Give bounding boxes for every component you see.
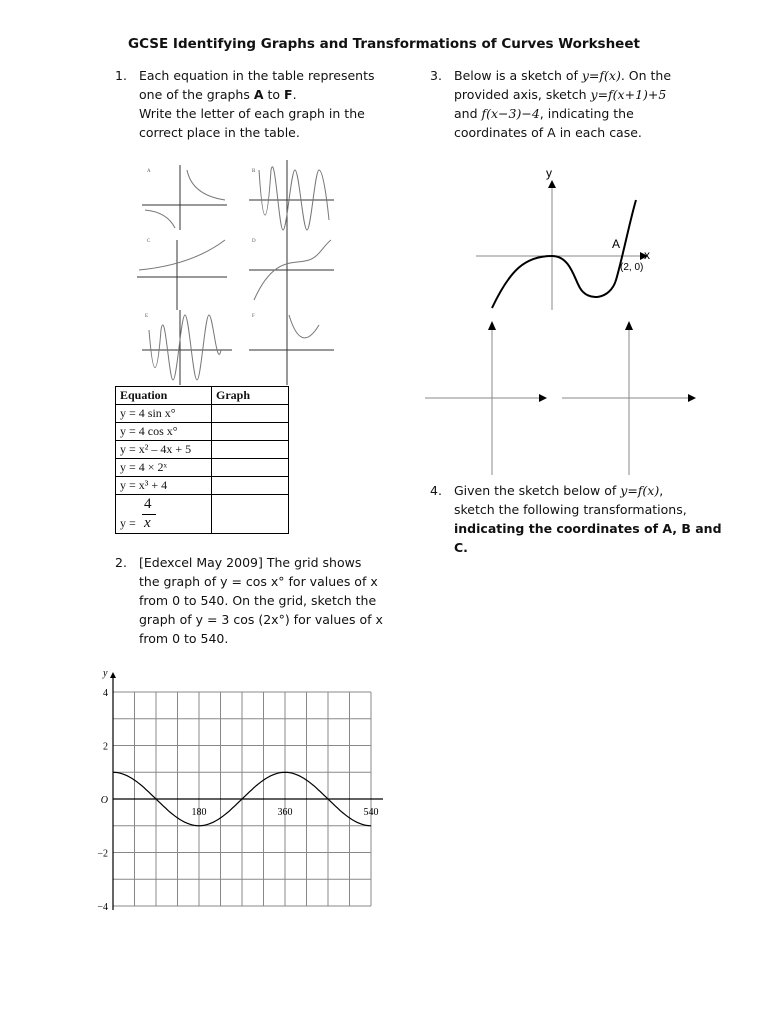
graph-label-d: D: [252, 239, 256, 244]
q2-line-2: the graph of y = cos x° for values of x: [139, 574, 378, 589]
y-tick-label: −4: [97, 902, 108, 913]
graph-b: [249, 160, 334, 240]
table-row: y = 4 cos x°: [116, 423, 289, 441]
y-tick-label: 2: [103, 741, 108, 753]
y-axis-label: y: [103, 668, 108, 679]
q3-empty-axes: [420, 315, 710, 480]
q1-line-3: Write the letter of each graph in the: [139, 106, 365, 121]
y-axis-label: y: [546, 166, 552, 180]
y-axis-arrow: [110, 672, 116, 678]
q3-line-4: coordinates of A in each case.: [454, 125, 642, 140]
q2-line-5: from 0 to 540.: [139, 631, 229, 646]
graph-d: [249, 235, 334, 310]
y-tick-label: 4: [103, 688, 108, 699]
graph-f: [249, 310, 334, 385]
question-number: 4.: [430, 483, 442, 498]
header-graph: Graph: [212, 387, 289, 405]
graph-label-e: E: [145, 314, 149, 319]
x-tick-label: 360: [277, 807, 293, 818]
q4-line-1: Given the sketch below of y=f(x),: [454, 483, 664, 498]
q1-line-1: Each equation in the table represents: [139, 68, 375, 83]
answer-cell[interactable]: [212, 441, 289, 459]
q3-line-3: and f(x−3)−4, indicating the: [454, 106, 634, 121]
y-tick-label: −2: [97, 848, 108, 860]
question-2: [115, 553, 415, 649]
question-1: [115, 66, 415, 146]
question-3: [430, 66, 730, 146]
table-row: [116, 495, 289, 534]
question-number: 3.: [430, 68, 442, 83]
cos-graph-chart: [95, 664, 395, 916]
question-number: 2.: [115, 555, 127, 570]
fraction-denominator: x: [144, 515, 151, 531]
point-a-coordinate: (2, 0): [620, 262, 644, 273]
table-row: y = x³ + 4: [116, 477, 289, 495]
q1-line-2: one of the graphs A to F.: [139, 87, 297, 102]
graph-a: [142, 165, 227, 230]
graph-label-b: B: [252, 169, 256, 174]
question-4: [430, 481, 740, 561]
graph-e: [142, 310, 232, 385]
answer-cell[interactable]: [212, 405, 289, 423]
point-a-label: A: [612, 237, 621, 251]
q1-line-4: correct place in the table.: [139, 125, 300, 140]
q3-line-2: provided axis, sketch y=f(x+1)+5: [454, 87, 667, 102]
worksheet-title: GCSE Identifying Graphs and Transformations of Curves Worksheet: [128, 36, 640, 52]
q2-line-4: graph of y = 3 cos (2x°) for values of x: [139, 612, 383, 627]
graph-label-c: C: [147, 239, 151, 244]
q3-line-1: Below is a sketch of y=f(x). On the: [454, 68, 672, 83]
fraction-lhs: y =: [120, 516, 136, 530]
graph-label-f: F: [252, 314, 255, 319]
x-tick-label: 180: [191, 807, 207, 818]
graph-label-a: A: [147, 169, 151, 174]
f-of-x-curve: [492, 200, 636, 308]
table-row: y = 4 sin x°: [116, 405, 289, 423]
y-tick-label: O: [100, 795, 108, 806]
empty-axes-2: [562, 321, 696, 475]
table-row: y = 4 × 2ˣ: [116, 459, 289, 477]
table-row: y = x² – 4x + 5: [116, 441, 289, 459]
answer-cell[interactable]: [212, 495, 289, 534]
q4-line-4: C.: [454, 540, 468, 555]
graph-c: [137, 240, 227, 310]
y-axis-arrow: [548, 180, 556, 188]
answer-cell[interactable]: [212, 423, 289, 441]
answer-cell[interactable]: [212, 477, 289, 495]
q4-line-2: sketch the following transformations,: [454, 502, 687, 517]
x-axis-label: x: [644, 248, 650, 262]
graph-grid-a-to-f: [137, 160, 337, 385]
header-equation: Equation: [116, 387, 212, 405]
q4-line-3: indicating the coordinates of A, B and: [454, 521, 722, 536]
question-number: 1.: [115, 68, 127, 83]
q2-line-1: [Edexcel May 2009] The grid shows: [139, 555, 362, 570]
fraction-numerator: 4: [144, 496, 152, 512]
answer-cell[interactable]: [212, 459, 289, 477]
equation-table: [115, 386, 289, 534]
empty-axes-1: [425, 321, 547, 475]
q3-sketch: [470, 160, 670, 320]
x-tick-label: 540: [363, 807, 379, 818]
q2-line-3: from 0 to 540. On the grid, sketch the: [139, 593, 377, 608]
